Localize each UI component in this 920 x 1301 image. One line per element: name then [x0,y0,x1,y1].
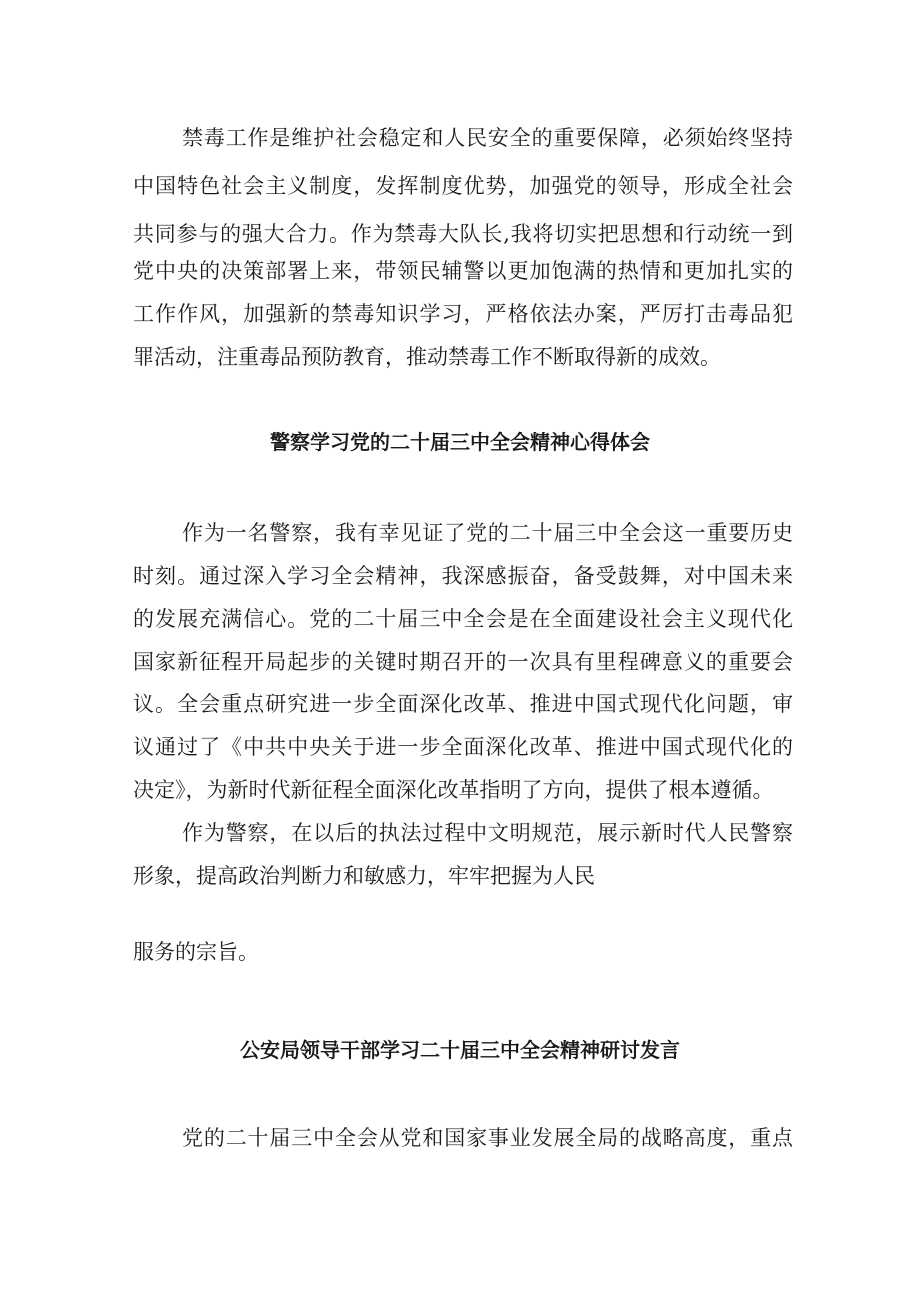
paragraph-line: 决定》，为新时代新征程全面深化改革指明了方向，提供了根本遵循。 [133,778,774,802]
paragraph-line: 共同参与的强大合力。作为禁毒大队长,我将切实把思想和行动统一到 [133,222,793,246]
section-heading: 公安局领导干部学习二十届三中全会精神研讨发言 [240,1038,680,1062]
paragraph-line: 议。全会重点研究进一步全面深化改革、推进中国式现代化问题，审 [133,692,793,716]
paragraph-line: 的发展充满信心。党的二十届三中全会是在全面建设社会主义现代化 [133,607,793,631]
paragraph-line: 时刻。通过深入学习全会精神，我深感振奋，备受鼓舞，对中国未来 [133,564,793,588]
paragraph-line: 作为警察，在以后的执法过程中文明规范，展示新时代人民警察 [182,821,793,845]
paragraph-line: 罪活动，注重毒品预防教育，推动禁毒工作不断取得新的成效。 [133,345,721,369]
paragraph-line: 党的二十届三中全会从党和国家事业发展全局的战略高度，重点 [182,1126,793,1150]
paragraph-line: 服务的宗旨。 [133,940,259,964]
paragraph-line: 禁毒工作是维护社会稳定和人民安全的重要保障，必须始终坚持 [182,126,793,150]
section-heading: 警察学习党的二十届三中全会精神心得体会 [270,430,650,454]
paragraph-line: 作为一名警察，我有幸见证了党的二十届三中全会这一重要历史 [182,521,793,545]
paragraph-line: 议通过了《中共中央关于进一步全面深化改革、推进中国式现代化的 [133,735,793,759]
paragraph-line: 中国特色社会主义制度，发挥制度优势，加强党的领导，形成全社会 [133,174,793,198]
paragraph-line: 国家新征程开局起步的关键时期召开的一次具有里程碑意义的重要会 [133,650,793,674]
paragraph-line: 形象，提高政治判断力和敏感力，牢牢把握为人民 [133,864,595,888]
paragraph-line: 工作作风，加强新的禁毒知识学习，严格依法办案，严厉打击毒品犯 [133,302,793,326]
paragraph-line: 党中央的决策部署上来，带领民辅警以更加饱满的热情和更加扎实的 [133,259,793,283]
